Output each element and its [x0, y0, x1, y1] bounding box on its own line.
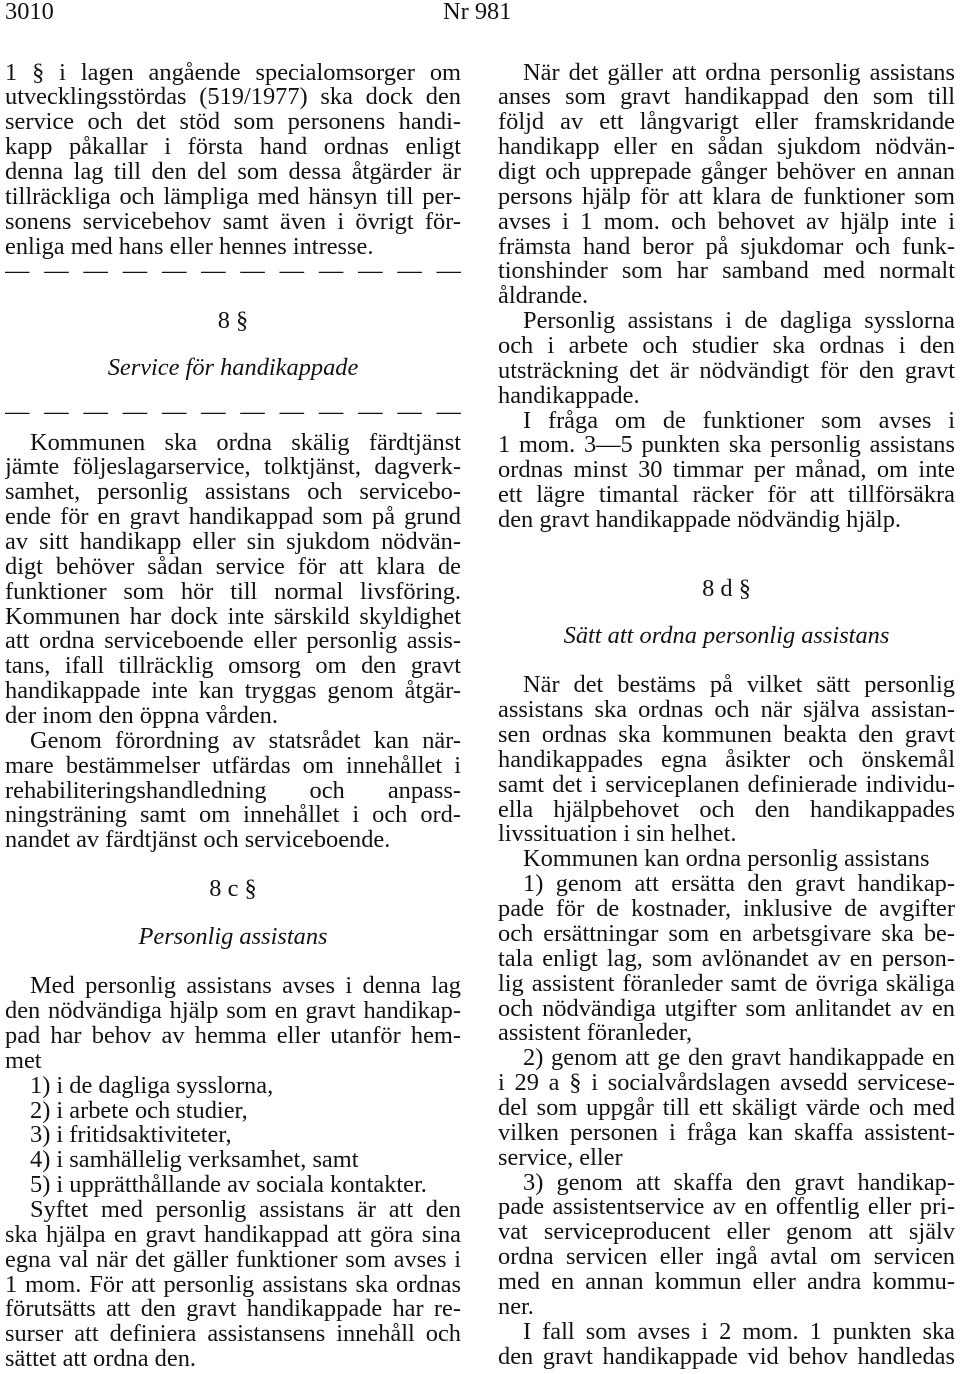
- text-line: tans, ifall tillräcklig omsorg om den gravt: [5, 654, 461, 680]
- text-line: samt det i serviceplanen definierade individu-: [498, 772, 955, 798]
- right-column: [498, 61, 955, 1370]
- section-number: 8 §: [217, 307, 249, 335]
- text-line: enliga med hans eller hennes intresse.: [5, 234, 374, 260]
- text-line: i 29 a § i socialvårdslagen avsedd servicese-: [498, 1071, 955, 1096]
- omission-rule: — — — — — — — — — — — —: [5, 259, 461, 285]
- text-line: assistans ska ordnas och när själva assistan-: [498, 698, 955, 724]
- section-number: 8 c §: [209, 875, 257, 903]
- section-number: 8 d §: [702, 575, 751, 603]
- text-line: der inom den öppna vården.: [5, 704, 278, 729]
- text-line: åldrande.: [498, 284, 589, 310]
- text-line: sen ordnas ska kommunen beakta den gravt: [498, 723, 955, 748]
- text-line: ordnas minst 30 timmar per månad, om inte: [498, 458, 955, 484]
- text-line: förutsätts att den gravt handikappade har re-: [5, 1297, 461, 1323]
- text-line: utsträckning det är nödvändigt för den gravt: [498, 358, 955, 384]
- text-line: ett lägre timantal räcker för att tillförsäkra: [498, 483, 955, 508]
- text-line: 2) i arbete och studier,: [30, 1098, 248, 1124]
- page-number: 3010: [5, 0, 54, 25]
- text-line: livssituation i sin helhet.: [498, 822, 737, 848]
- text-line: Genom förordning av statsrådet kan när-: [30, 728, 461, 754]
- section-title: Personlig assistans: [138, 923, 328, 951]
- paragraph: [498, 673, 955, 847]
- section-title: Sätt att ordna personlig assistans: [563, 622, 890, 650]
- text-line: digt behöver sådan service för att klara de: [5, 554, 461, 580]
- paragraph: [5, 431, 461, 729]
- text-line: denna lag till den del som dessa åtgärder är: [5, 159, 461, 185]
- text-line: service, eller: [498, 1145, 623, 1171]
- text-line: 3) genom att skaffa den gravt handikap-: [523, 1170, 955, 1196]
- text-line: service och det stöd som personens handi-: [5, 110, 461, 136]
- paragraph: [498, 309, 955, 408]
- text-line: handikappade.: [498, 383, 640, 409]
- text-line: sonens servicebehov samt även i övrigt för-: [5, 209, 461, 235]
- text-line: kapp påkallar i första hand ordnas enligt: [5, 135, 461, 160]
- text-line: 1 mom. 3—5 punkten ska personlig assistans: [498, 433, 955, 459]
- paragraph: [498, 61, 955, 310]
- text-line: egna val när det gäller funktioner som avses i: [5, 1247, 461, 1273]
- text-line: samhet, personlig assistans och servicebo-: [5, 480, 461, 506]
- text-line: ner.: [498, 1294, 534, 1320]
- text-line: rehabiliteringshandledning och anpass-: [5, 778, 461, 804]
- text-line: med en annan kommun eller andra kommu-: [498, 1269, 955, 1295]
- list-item: [5, 1173, 461, 1198]
- text-line: utvecklingsstördas (519/1977) ska dock den: [5, 85, 461, 111]
- text-line: och i arbete och studier ska ordnas i den: [498, 333, 955, 359]
- text-line: 1) genom att ersätta den gravt handikap-: [523, 872, 955, 898]
- text-line: Kommunen ska ordna skälig färdtjänst: [30, 430, 461, 456]
- text-line: den nödvändiga hjälp som en gravt handikap-: [5, 999, 461, 1024]
- text-line: 3) i fritidsaktiviteter,: [30, 1123, 232, 1149]
- text-line: avses i 1 mom. och behovet av hjälp inte i: [498, 209, 955, 235]
- text-line: sättet att ordna den.: [5, 1347, 196, 1373]
- text-line: följd av ett långvarigt eller framskridande: [498, 110, 955, 136]
- text-line: vilken personen i fråga kan skaffa assistent-: [498, 1120, 955, 1146]
- paragraph: [498, 1320, 955, 1370]
- text-line: pade assistentservice av en offentlig eller pri-: [498, 1195, 955, 1221]
- text-line: den gravt handikappade nödvändig hjälp.: [498, 507, 902, 533]
- text-line: främsta hand beror på sjukdomar och funk-: [498, 234, 955, 260]
- list-item: [5, 1074, 461, 1099]
- list-item: [5, 1123, 461, 1148]
- text-line: mare bestämmelser utfärdas om innehållet i: [5, 753, 461, 779]
- list-item: [498, 1171, 955, 1320]
- text-line: jämte följeslagarservice, tolktjänst, dagverk-: [5, 455, 461, 481]
- text-line: funktioner som hör till normal livsföring.: [5, 579, 461, 605]
- text-line: och ersättningar som en arbetsgivare ska be-: [498, 921, 955, 947]
- text-line: del som uppgår till ett skäligt värde och med: [498, 1095, 955, 1121]
- paragraph: [5, 61, 461, 260]
- text-line: Syftet med personlig assistans är att den: [30, 1198, 461, 1223]
- list-item: [498, 1046, 955, 1170]
- text-line: 4) i samhällelig verksamhet, samt: [30, 1148, 359, 1174]
- text-line: I fråga om de funktioner som avses i: [523, 408, 955, 434]
- text-line: 5) i upprätthållande av sociala kontakter.: [30, 1173, 427, 1199]
- text-line: 1) i de dagliga sysslorna,: [30, 1073, 274, 1099]
- text-line: Personlig assistans i de dagliga sysslorna: [523, 309, 955, 334]
- text-line: tala enligt lag, som avlönandet av en person-: [498, 946, 955, 972]
- list-item: [498, 872, 955, 1046]
- text-line: När det gäller att ordna personlig assistans: [523, 60, 955, 86]
- text-line: met: [5, 1048, 42, 1074]
- text-line: att ordna serviceboende eller personlig assis-: [5, 629, 461, 655]
- paragraph: [498, 847, 955, 872]
- omission-rule: — — — — — — — — — — — —: [5, 399, 461, 425]
- text-line: digt och upprepade gånger behöver en annan: [498, 159, 955, 185]
- text-line: pade för de kostnader, inklusive de avgifter: [498, 897, 955, 922]
- text-line: handikappade inte kan tryggas genom åtgär-: [5, 679, 461, 705]
- text-line: pad har behov av hemma eller utanför hem-: [5, 1024, 461, 1049]
- text-line: ende för en gravt handikappad som på grund: [5, 505, 461, 531]
- text-line: lig assistent föranleder samt de övriga skäliga: [498, 971, 955, 997]
- text-line: vat serviceproducent eller genom att själv: [498, 1220, 955, 1246]
- paragraph: [5, 974, 461, 1073]
- text-line: ningsträning samt om innehållet i och ord-: [5, 803, 461, 829]
- text-line: 1 mom. För att personlig assistans ska ordnas: [5, 1272, 461, 1298]
- text-line: När det bestäms på vilket sätt personlig: [523, 673, 955, 699]
- text-line: 2) genom att ge den gravt handikappade en: [523, 1046, 955, 1072]
- text-line: handikapp eller en sådan sjukdom nödvän-: [498, 135, 955, 160]
- text-line: och nödvändiga utgifter som anlitandet av en: [498, 996, 955, 1022]
- text-line: handikappades egna åsikter och önskemål: [498, 747, 955, 773]
- paragraph: [498, 409, 955, 533]
- text-line: den gravt handikappade vid behov handledas: [498, 1344, 955, 1370]
- paragraph: [5, 729, 461, 853]
- list-item: [5, 1099, 461, 1124]
- paragraph: [5, 1198, 461, 1372]
- text-line: Kommunen har dock inte särskild skyldighet: [5, 604, 461, 630]
- text-line: ella hjälpbehovet och den handikappades: [498, 797, 955, 823]
- text-line: anses som gravt handikappad den som till: [498, 85, 955, 111]
- text-line: 1 § i lagen angående specialomsorger om: [5, 60, 461, 86]
- text-line: I fall som avses i 2 mom. 1 punkten ska: [523, 1319, 955, 1345]
- text-line: Kommunen kan ordna personlig assistans: [523, 847, 930, 873]
- text-line: persons hjälp för att klara de funktioner som: [498, 184, 955, 210]
- section-title: Service för handikappade: [107, 353, 359, 381]
- text-line: ordna servicen eller ingå avtal om servicen: [498, 1245, 955, 1270]
- text-line: tillräckliga och lämpliga med hänsyn till per-: [5, 184, 461, 210]
- list-item: [5, 1148, 461, 1173]
- text-line: surser att definiera assistansens innehåll och: [5, 1322, 461, 1348]
- text-line: tionshinder som har samband med normalt: [498, 259, 955, 285]
- text-line: av sitt handikapp eller sin sjukdom nödvän-: [5, 530, 461, 555]
- statute-number: Nr 981: [443, 0, 512, 25]
- text-line: Med personlig assistans avses i denna lag: [30, 974, 461, 1000]
- left-column: [5, 61, 461, 1373]
- text-line: nandet av färdtjänst och serviceboende.: [5, 828, 391, 854]
- text-line: assistent föranleder,: [498, 1021, 693, 1047]
- text-line: ska hjälpa en gravt handikappad att göra sina: [5, 1222, 461, 1248]
